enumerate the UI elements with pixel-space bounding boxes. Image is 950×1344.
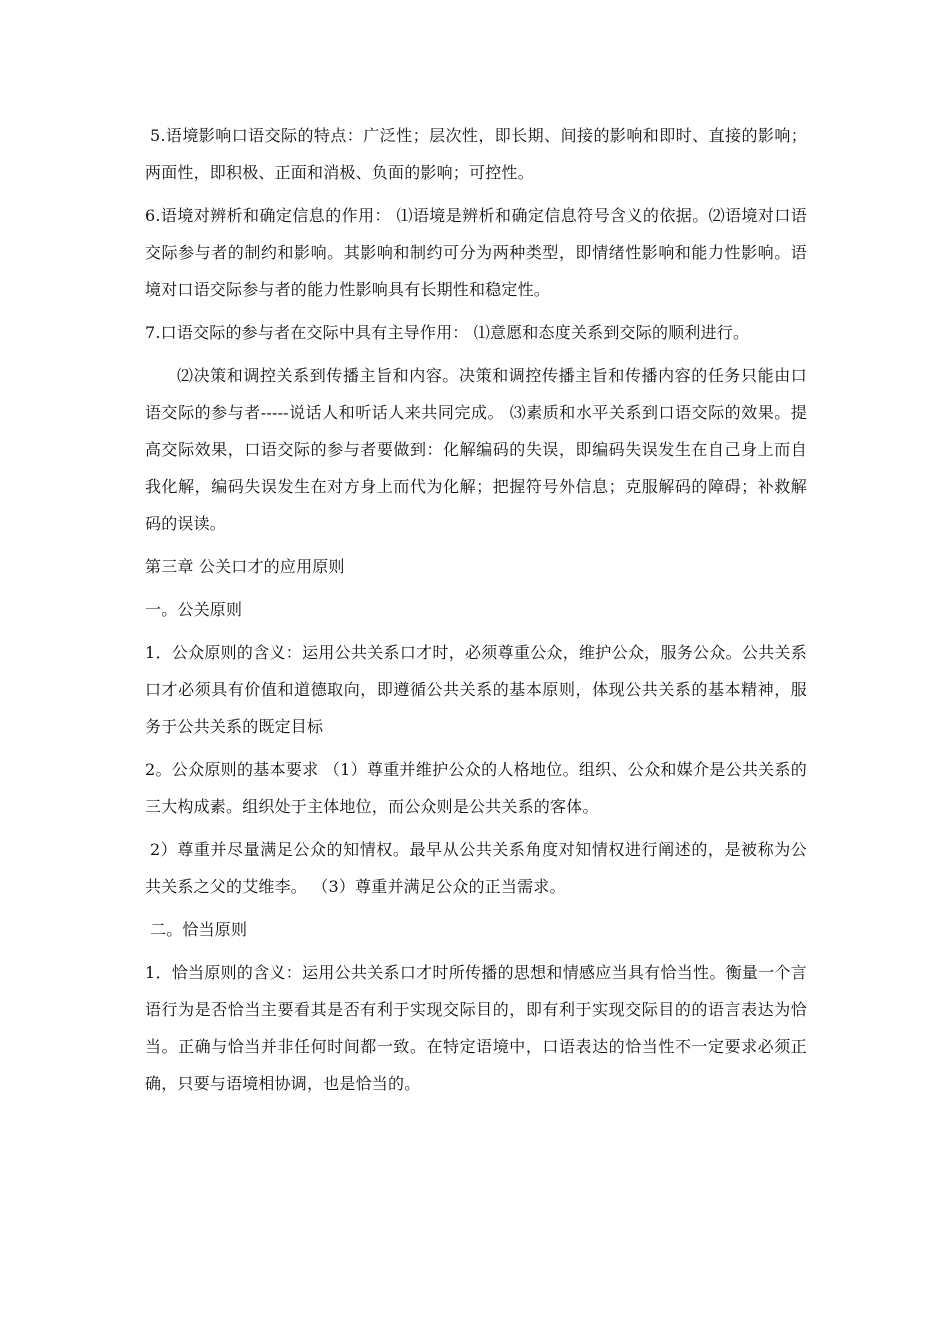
paragraph-appropriateness-meaning: 1．恰当原则的含义：运用公共关系口才时所传播的思想和情感应当具有恰当性。衡量一个言语行为是否恰当主要看其是否有利于实现交际目的，即有利于实现交际目的的语言表达为恰当。正确与恰当并非任何时间都一致。在特定语境中，口语表达的恰当性不一定要求必须正确，只要与语境相协调，也是恰当的。 — [145, 963, 807, 1093]
paragraph-decision-control: ⑵决策和调控关系到传播主旨和内容。决策和调控传播主旨和传播内容的任务只能由口语交际的参与者-----说话人和听话人来共同完成。 ⑶素质和水平关系到口语交际的效果。提高交际效果，口语交际的参与者要做到：化解编码的失误，即编码失误发生在自己身上而自我化解，编码失误发生在对方身上而代为化解；把握符号外信息；克服解码的障碍；补救解码的误读。 — [145, 366, 807, 533]
paragraph-context-role: 6.语境对辨析和确定信息的作用： ⑴语境是辨析和确定信息符号含义的依据。⑵语境对口语交际参与者的制约和影响。其影响和制约可分为两种类型，即情绪性影响和能力性影响。语境对口语交际参与者的能力性影响具有长期性和稳定性。 — [145, 206, 807, 299]
paragraph-public-principle-meaning: 1．公众原则的含义：运用公共关系口才时，必须尊重公众，维护公众，服务公众。公共关系口才必须具有价值和道德取向，即遵循公共关系的基本原则，体现公共关系的基本精神，服务于公共关系的既定目标 — [145, 643, 807, 736]
chapter-heading: 第三章 公关口才的应用原则 — [145, 557, 345, 576]
section-heading-appropriateness: 二。恰当原则 — [150, 920, 248, 939]
paragraph-context-features: 5.语境影响口语交际的特点：广泛性；层次性，即长期、间接的影响和即时、直接的影响；两面性，即积极、正面和消极、负面的影响；可控性。 — [145, 126, 807, 182]
document-body — [145, 117, 807, 1108]
paragraph-public-principle-requirements: 2。公众原则的基本要求 （1）尊重并维护公众的人格地位。组织、公众和媒介是公共关系的三大构成素。组织处于主体地位，而公众则是公共关系的客体。 — [145, 760, 807, 816]
paragraph-participant-role: 7.口语交际的参与者在交际中具有主导作用： ⑴意愿和态度关系到交际的顺利进行。 — [145, 323, 750, 342]
section-heading-public-principle: 一。公关原则 — [145, 600, 243, 619]
paragraph-right-to-know: 2）尊重并尽量满足公众的知情权。最早从公共关系角度对知情权进行阐述的，是被称为公共关系之父的艾维李。 （3）尊重并满足公众的正当需求。 — [145, 840, 807, 896]
